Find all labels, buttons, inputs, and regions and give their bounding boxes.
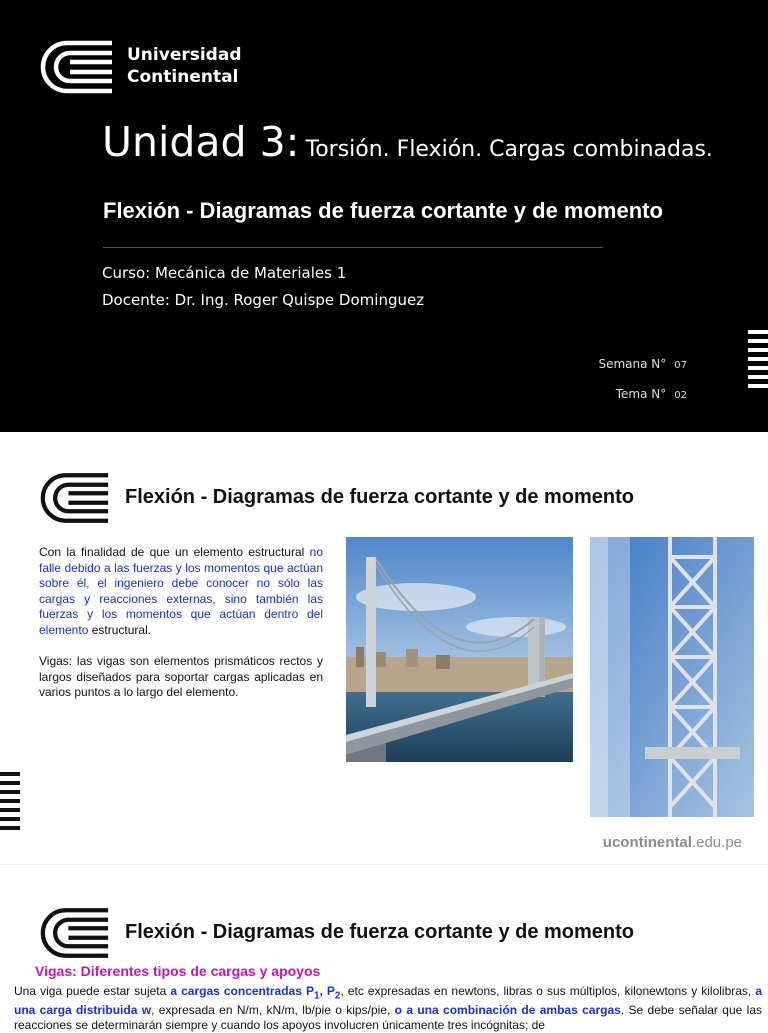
website-url[interactable]: ucontinental.edu.pe: [602, 834, 742, 851]
course-name: Curso: Mecánica de Materiales 1: [102, 264, 347, 282]
course-info: [102, 260, 424, 314]
content-slide-1: [0, 432, 768, 864]
content-slide-2: [0, 864, 768, 1033]
university-name: Universidad Continental: [127, 45, 242, 87]
divider: [103, 247, 603, 248]
tower-photo: [590, 537, 754, 817]
week-info: Semana N° 07 Tema N° 02: [598, 357, 687, 401]
slide-title: Flexión - Diagramas de fuerza cortante y de momento: [125, 921, 635, 943]
decorative-stripes: [748, 330, 768, 393]
topic-title: Flexión - Diagramas de fuerza cortante y de momento: [103, 198, 663, 223]
loads-paragraph: Una viga puede estar sujeta a cargas concentradas $P_1$, $P_2$, etc expresadas en newtons, libras o sus múltiplos, kilonewtons y kilolibras, a una carga distribuida w, expresada en N/m, kN/m, lb/pie o kips/pie, o a una combinación de ambas cargas. Se debe señalar que las reacciones se determinarán siempre y cuando los apoyos involucren únicamente tres incógnitas; de: [14, 984, 763, 1033]
university-logo-icon: [40, 907, 110, 959]
intro-paragraph: Con la finalidad de que un elemento estructural no falle debido a las fuerzas y los momentos que actúan sobre él, el ingeniero debe conocer no sólo las cargas y reacciones externas, sino también las fuerzas y los momentos que actúan dentro del elemento estructural.: [39, 545, 323, 637]
section-subtitle: Vigas: Diferentes tipos de cargas y apoyos: [35, 963, 321, 979]
beams-paragraph: Vigas: las vigas son elementos prismáticos rectos y largos diseñados para soportar cargas aplicadas en varios puntos a lo largo del elemento.: [39, 654, 323, 699]
teacher-name: Docente: Dr. Ing. Roger Quispe Dominguez: [102, 291, 425, 309]
university-logo-icon: [40, 472, 110, 524]
cover-slide: [0, 0, 768, 432]
unit-title: Unidad 3: Torsión. Flexión. Cargas combinadas.: [102, 118, 713, 166]
university-logo-icon: [40, 40, 114, 94]
decorative-stripes: [0, 772, 20, 835]
slide-title: Flexión - Diagramas de fuerza cortante y de momento: [125, 486, 635, 508]
bridge-photo: [346, 537, 573, 762]
